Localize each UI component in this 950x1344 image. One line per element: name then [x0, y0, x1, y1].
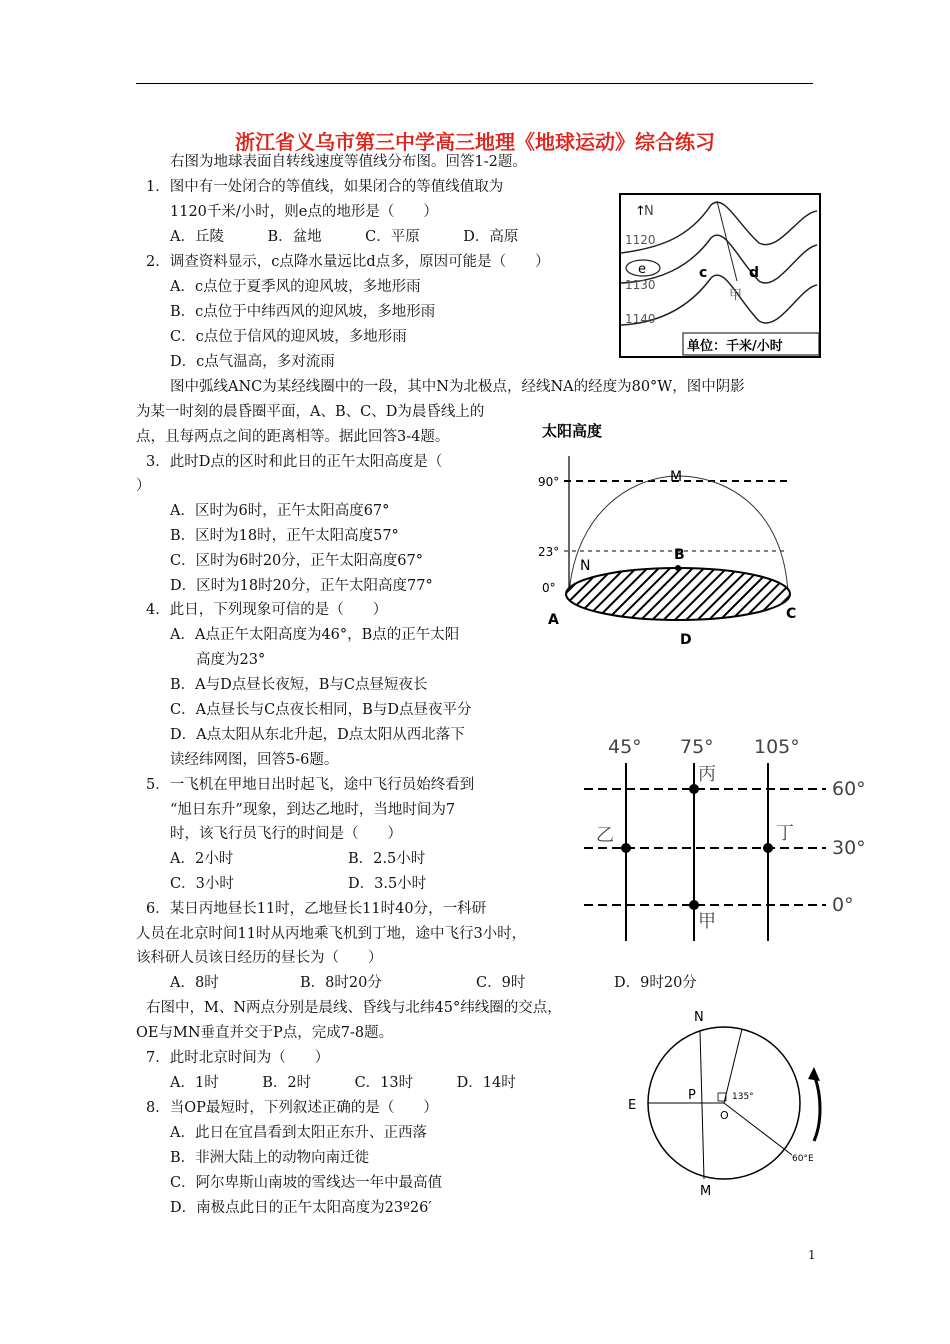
terminator-plane	[566, 568, 790, 620]
value-1130: 1130	[625, 278, 656, 292]
label-lat60: 60°	[832, 778, 866, 800]
question-1: 1．图中有一处闭合的等值线，如果闭合的等值线值取为	[146, 179, 504, 195]
rotation-arrowhead-icon	[808, 1067, 820, 1081]
intro-3-4-cont2: 点，且每两点之间的距离相等。据此回答3-4题。	[136, 429, 450, 445]
question-1-options: A．丘陵 B．盆地 C．平原 D．高原	[170, 229, 519, 245]
question-5-option-a: A．2小时	[170, 851, 234, 867]
intro-3-4-cont: 为某一时刻的晨昏圈平面，A、B、C、D为晨昏线上的	[136, 404, 485, 420]
question-7-options: A．1时 B．2时 C．13时 D．14时	[170, 1075, 516, 1091]
point-jia-dot	[689, 900, 699, 910]
question-2-option-b: B．c点位于中纬西风的迎风坡，多地形雨	[170, 304, 436, 320]
point-bing-dot	[689, 784, 699, 794]
point-b-dot	[675, 565, 681, 571]
value-1140: 1140	[625, 312, 656, 326]
question-3-option-c: C．区时为6时20分，正午太阳高度67°	[170, 553, 423, 569]
label-m: M	[670, 469, 683, 485]
rotation-speed-isoline-figure	[619, 193, 821, 358]
tick-23: 23°	[538, 545, 560, 559]
label-lat0: 0°	[832, 894, 854, 916]
question-4-option-d: D．A点太阳从东北升起，D点太阳从西北落下	[170, 727, 465, 743]
label-e: E	[628, 1098, 637, 1113]
label-a: A	[548, 612, 559, 628]
question-2-option-d: D．c点气温高，多对流雨	[170, 354, 335, 370]
question-4: 4．此日，下列现象可信的是（ ）	[146, 602, 388, 618]
label-bing: 丙	[698, 764, 716, 785]
north-arrow-icon: ↑	[635, 204, 646, 219]
question-6-option-b: B．8时20分	[300, 975, 382, 991]
question-2-option-c: C．c点位于信风的迎风坡，多地形雨	[170, 329, 407, 345]
question-3-option-d: D．区时为18时20分，正午太阳高度77°	[170, 578, 433, 594]
point-yi-dot	[621, 843, 631, 853]
point-e: e	[638, 262, 646, 277]
label-lon75: 75°	[680, 736, 714, 758]
question-5-option-d: D．3.5小时	[348, 876, 427, 892]
question-4-option-a-cont: 高度为23°	[196, 652, 266, 668]
label-o: O	[720, 1109, 729, 1122]
figure-heading: 太阳高度	[542, 422, 603, 440]
question-8-option-b: B．非洲大陆上的动物向南迁徙	[170, 1150, 370, 1166]
question-5-option-b: B．2.5小时	[348, 851, 426, 867]
question-6-cont: 人员在北京时间11时从丙地乘飞机到丁地，途中飞行3小时，	[136, 926, 527, 942]
question-6-option-c: C．9时	[476, 975, 526, 991]
question-1-cont: 1120千米/小时，则e点的地形是（ ）	[170, 204, 438, 220]
question-7: 7．此时北京时间为（ ）	[146, 1050, 330, 1066]
radius-60e	[724, 1103, 792, 1155]
question-3-cont: ）	[136, 478, 151, 494]
question-8-option-c: C．阿尔卑斯山南坡的雪线达一年中最高值	[170, 1175, 443, 1191]
question-8-option-d: D．南极点此日的正午太阳高度为23º26′	[170, 1200, 432, 1216]
label-jia: 甲	[698, 911, 716, 932]
intro-7-8-cont: OE与MN垂直并交于P点，完成7-8题。	[136, 1025, 394, 1041]
label-m: M	[700, 1184, 712, 1199]
question-6-option-a: A．8时	[170, 975, 219, 991]
label-p: P	[688, 1088, 696, 1103]
question-3-option-b: B．区时为18时，正午太阳高度57°	[170, 528, 399, 544]
question-8: 8．当OP最短时，下列叙述正确的是（ ）	[146, 1100, 438, 1116]
label-135: 135°	[732, 1092, 754, 1102]
question-3-option-a: A．区时为6时，正午太阳高度67°	[170, 503, 390, 519]
question-2-option-a: A．c点位于夏季风的迎风坡，多地形雨	[170, 279, 421, 295]
question-4-option-c: C．A点昼长与C点夜长相同，B与D点昼夜平分	[170, 702, 472, 718]
north-label: N	[644, 204, 654, 219]
question-3: 3．此时D点的区时和此日的正午太阳高度是（	[146, 454, 443, 470]
tick-90: 90°	[538, 475, 560, 489]
point-c: c	[699, 265, 708, 281]
solar-altitude-figure	[536, 418, 806, 650]
intro-7-8: 右图中，M、N两点分别是晨线、昏线与北纬45°纬线圈的交点，	[146, 1000, 562, 1016]
polar-view-figure	[624, 1003, 834, 1203]
rotation-arrow-icon	[814, 1075, 820, 1141]
intro-1-2: 右图为地球表面自转线速度等值线分布图。回答1-2题。	[170, 154, 527, 170]
question-5-option-c: C．3小时	[170, 876, 234, 892]
lat-lon-grid-figure	[582, 727, 872, 947]
label-b: B	[674, 547, 685, 563]
header-rule	[136, 83, 813, 84]
value-1120: 1120	[625, 233, 656, 247]
tick-0: 0°	[542, 581, 556, 595]
question-6-option-d: D．9时20分	[614, 975, 697, 991]
mn-line	[700, 1031, 704, 1179]
label-60e: 60°E	[792, 1154, 814, 1164]
label-n: N	[580, 558, 591, 574]
label-n: N	[694, 1010, 704, 1025]
label-lon105: 105°	[754, 736, 800, 758]
point-jia: 甲	[729, 288, 743, 303]
document-title: 浙江省义乌市第三中学高三地理《地球运动》综合练习	[235, 130, 715, 154]
question-2: 2．调查资料显示，c点降水量远比d点多，原因可能是（ ）	[146, 254, 550, 270]
unit-label: 单位：千米/小时	[687, 339, 783, 354]
label-d: D	[680, 632, 692, 648]
question-5-cont2: 时，该飞行员飞行的时间是（ ）	[170, 826, 402, 842]
question-8-option-a: A．此日在宜昌看到太阳正东升、正西落	[170, 1125, 427, 1141]
label-c: C	[786, 606, 797, 622]
question-4-option-a: A．A点正午太阳高度为46°，B点的正午太阳	[170, 627, 460, 643]
question-4-option-b: B．A与D点昼长夜短，B与C点昼短夜长	[170, 677, 428, 693]
point-d: d	[749, 265, 760, 281]
intro-5-6: 读经纬网图，回答5-6题。	[170, 752, 339, 768]
label-yi: 乙	[596, 825, 614, 846]
label-lon45: 45°	[608, 736, 642, 758]
question-5-cont: “旭日东升”现象，到达乙地时，当地时间为7	[170, 802, 456, 818]
label-lat30: 30°	[832, 837, 866, 859]
question-5: 5．一飞机在甲地日出时起飞，途中飞行员始终看到	[146, 777, 475, 793]
label-ding: 丁	[776, 823, 794, 844]
point-ding-dot	[763, 843, 773, 853]
intro-3-4: 图中弧线ANC为某经线圈中的一段，其中N为北极点，经线NA的经度为80°W，图中阴影	[170, 379, 745, 395]
question-6: 6．某日丙地昼长11时，乙地昼长11时40分，一科研	[146, 901, 487, 917]
question-6-cont2: 该科研人员该日经历的昼长为（ ）	[136, 950, 383, 966]
page-number: 1	[808, 1248, 816, 1262]
